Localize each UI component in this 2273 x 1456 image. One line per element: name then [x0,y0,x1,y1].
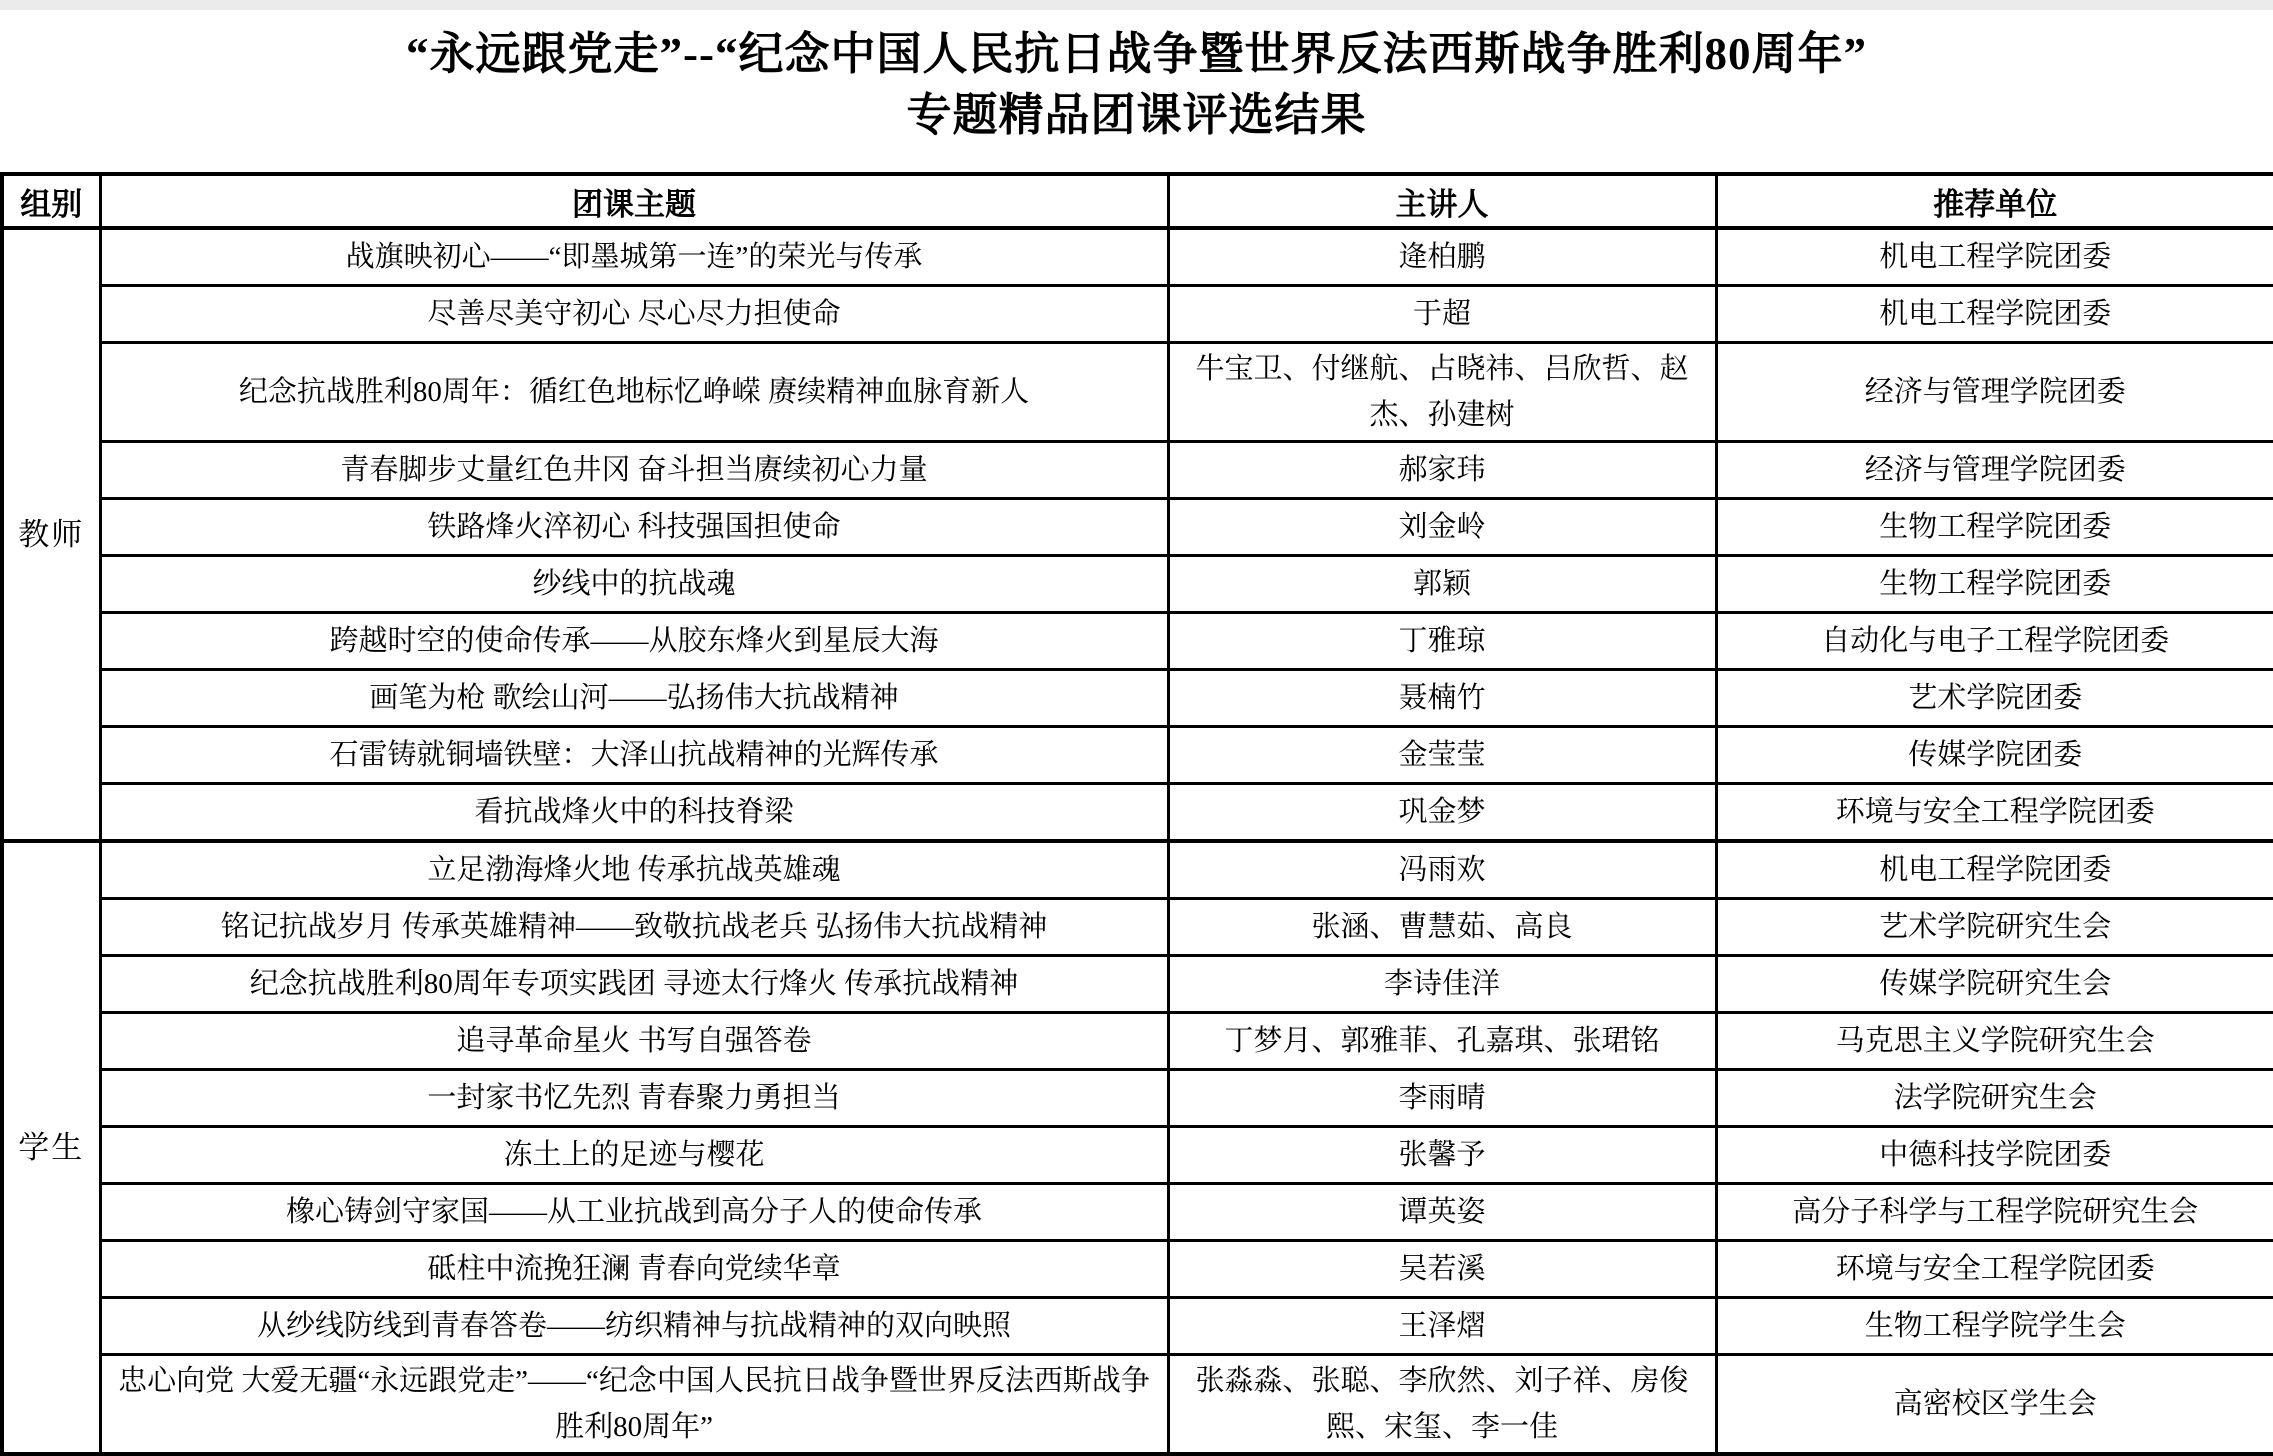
unit-cell: 中德科技学院团委 [1716,1127,2273,1184]
table-row [2,613,2273,670]
topic-cell: 铭记抗战岁月 传承英雄精神——致敬抗战老兵 弘扬伟大抗战精神 [100,899,1168,956]
speaker-cell: 李诗佳洋 [1168,956,1716,1013]
topic-cell: 尽善尽美守初心 尽心尽力担使命 [100,286,1168,343]
top-strip [0,0,2273,10]
results-table-body [2,228,2273,1454]
unit-cell: 生物工程学院团委 [1716,556,2273,613]
topic-cell: 看抗战烽火中的科技脊梁 [100,784,1168,842]
group-cell: 学生 [2,841,100,1454]
speaker-cell: 聂楠竹 [1168,670,1716,727]
topic-cell: 追寻革命星火 书写自强答卷 [100,1013,1168,1070]
speaker-cell: 王泽熠 [1168,1298,1716,1355]
topic-cell: 青春脚步丈量红色井冈 奋斗担当赓续初心力量 [100,442,1168,499]
table-row [2,1241,2273,1298]
speaker-cell: 冯雨欢 [1168,841,1716,899]
topic-cell: 冻土上的足迹与樱花 [100,1127,1168,1184]
table-row [2,1070,2273,1127]
page-title-line-1: “永远跟党走”--“纪念中国人民抗日战争暨世界反法西斯战争胜利80周年” [406,29,1867,79]
unit-cell: 经济与管理学院团委 [1716,442,2273,499]
unit-cell: 机电工程学院团委 [1716,286,2273,343]
unit-cell: 环境与安全工程学院团委 [1716,1241,2273,1298]
unit-cell: 经济与管理学院团委 [1716,343,2273,442]
speaker-cell: 金莹莹 [1168,727,1716,784]
unit-cell: 生物工程学院学生会 [1716,1298,2273,1355]
table-row [2,556,2273,613]
topic-cell: 纪念抗战胜利80周年专项实践团 寻迹太行烽火 传承抗战精神 [100,956,1168,1013]
header-row [2,174,2273,228]
topic-cell: 纪念抗战胜利80周年：循红色地标忆峥嵘 赓续精神血脉育新人 [100,343,1168,442]
table-row [2,228,2273,286]
topic-cell: 战旗映初心——“即墨城第一连”的荣光与传承 [100,228,1168,286]
speaker-cell: 巩金梦 [1168,784,1716,842]
page-title-line-2: 专题精品团课评选结果 [906,90,1367,140]
topic-cell: 从纱线防线到青春答卷——纺织精神与抗战精神的双向映照 [100,1298,1168,1355]
header-group: 组别 [2,174,100,228]
topic-cell: 跨越时空的使命传承——从胶东烽火到星辰大海 [100,613,1168,670]
header-topic: 团课主题 [100,174,1168,228]
speaker-cell: 张淼淼、张聪、李欣然、刘子祥、房俊熙、宋玺、李一佳 [1168,1355,1716,1455]
topic-cell: 立足渤海烽火地 传承抗战英雄魂 [100,841,1168,899]
unit-cell: 机电工程学院团委 [1716,228,2273,286]
topic-cell: 橡心铸剑守家国——从工业抗战到高分子人的使命传承 [100,1184,1168,1241]
speaker-cell: 谭英姿 [1168,1184,1716,1241]
unit-cell: 自动化与电子工程学院团委 [1716,613,2273,670]
results-table-header [2,174,2273,228]
table-row [2,841,2273,899]
table-row [2,1355,2273,1455]
speaker-cell: 丁梦月、郭雅菲、孔嘉琪、张珺铭 [1168,1013,1716,1070]
unit-cell: 高分子科学与工程学院研究生会 [1716,1184,2273,1241]
topic-cell: 纱线中的抗战魂 [100,556,1168,613]
topic-cell: 忠心向党 大爱无疆“永远跟党走”——“纪念中国人民抗日战争暨世界反法西斯战争胜利80周年” [100,1355,1168,1455]
unit-cell: 机电工程学院团委 [1716,841,2273,899]
table-row [2,727,2273,784]
header-unit: 推荐单位 [1716,174,2273,228]
topic-cell: 铁路烽火淬初心 科技强国担使命 [100,499,1168,556]
topic-cell: 一封家书忆先烈 青春聚力勇担当 [100,1070,1168,1127]
header-speaker: 主讲人 [1168,174,1716,228]
unit-cell: 艺术学院团委 [1716,670,2273,727]
unit-cell: 法学院研究生会 [1716,1070,2273,1127]
speaker-cell: 逄柏鹏 [1168,228,1716,286]
group-cell: 教师 [2,228,100,841]
unit-cell: 传媒学院研究生会 [1716,956,2273,1013]
speaker-cell: 张馨予 [1168,1127,1716,1184]
unit-cell: 环境与安全工程学院团委 [1716,784,2273,842]
table-row [2,899,2273,956]
results-table [0,172,2273,1456]
table-row [2,1013,2273,1070]
unit-cell: 高密校区学生会 [1716,1355,2273,1455]
speaker-cell: 牛宝卫、付继航、占晓祎、吕欣哲、赵杰、孙建树 [1168,343,1716,442]
topic-cell: 砥柱中流挽狂澜 青春向党续华章 [100,1241,1168,1298]
unit-cell: 生物工程学院团委 [1716,499,2273,556]
page-title [0,10,2273,146]
speaker-cell: 吴若溪 [1168,1241,1716,1298]
speaker-cell: 李雨晴 [1168,1070,1716,1127]
table-row [2,1298,2273,1355]
table-row [2,442,2273,499]
speaker-cell: 张涵、曹慧茹、高良 [1168,899,1716,956]
speaker-cell: 郝家玮 [1168,442,1716,499]
speaker-cell: 郭颖 [1168,556,1716,613]
unit-cell: 马克思主义学院研究生会 [1716,1013,2273,1070]
speaker-cell: 刘金岭 [1168,499,1716,556]
speaker-cell: 于超 [1168,286,1716,343]
table-row [2,784,2273,842]
speaker-cell: 丁雅琼 [1168,613,1716,670]
table-row [2,499,2273,556]
table-row [2,956,2273,1013]
topic-cell: 画笔为枪 歌绘山河——弘扬伟大抗战精神 [100,670,1168,727]
unit-cell: 艺术学院研究生会 [1716,899,2273,956]
table-row [2,670,2273,727]
unit-cell: 传媒学院团委 [1716,727,2273,784]
table-row [2,343,2273,442]
table-row [2,1127,2273,1184]
topic-cell: 石雷铸就铜墙铁壁：大泽山抗战精神的光辉传承 [100,727,1168,784]
table-row [2,1184,2273,1241]
table-row [2,286,2273,343]
